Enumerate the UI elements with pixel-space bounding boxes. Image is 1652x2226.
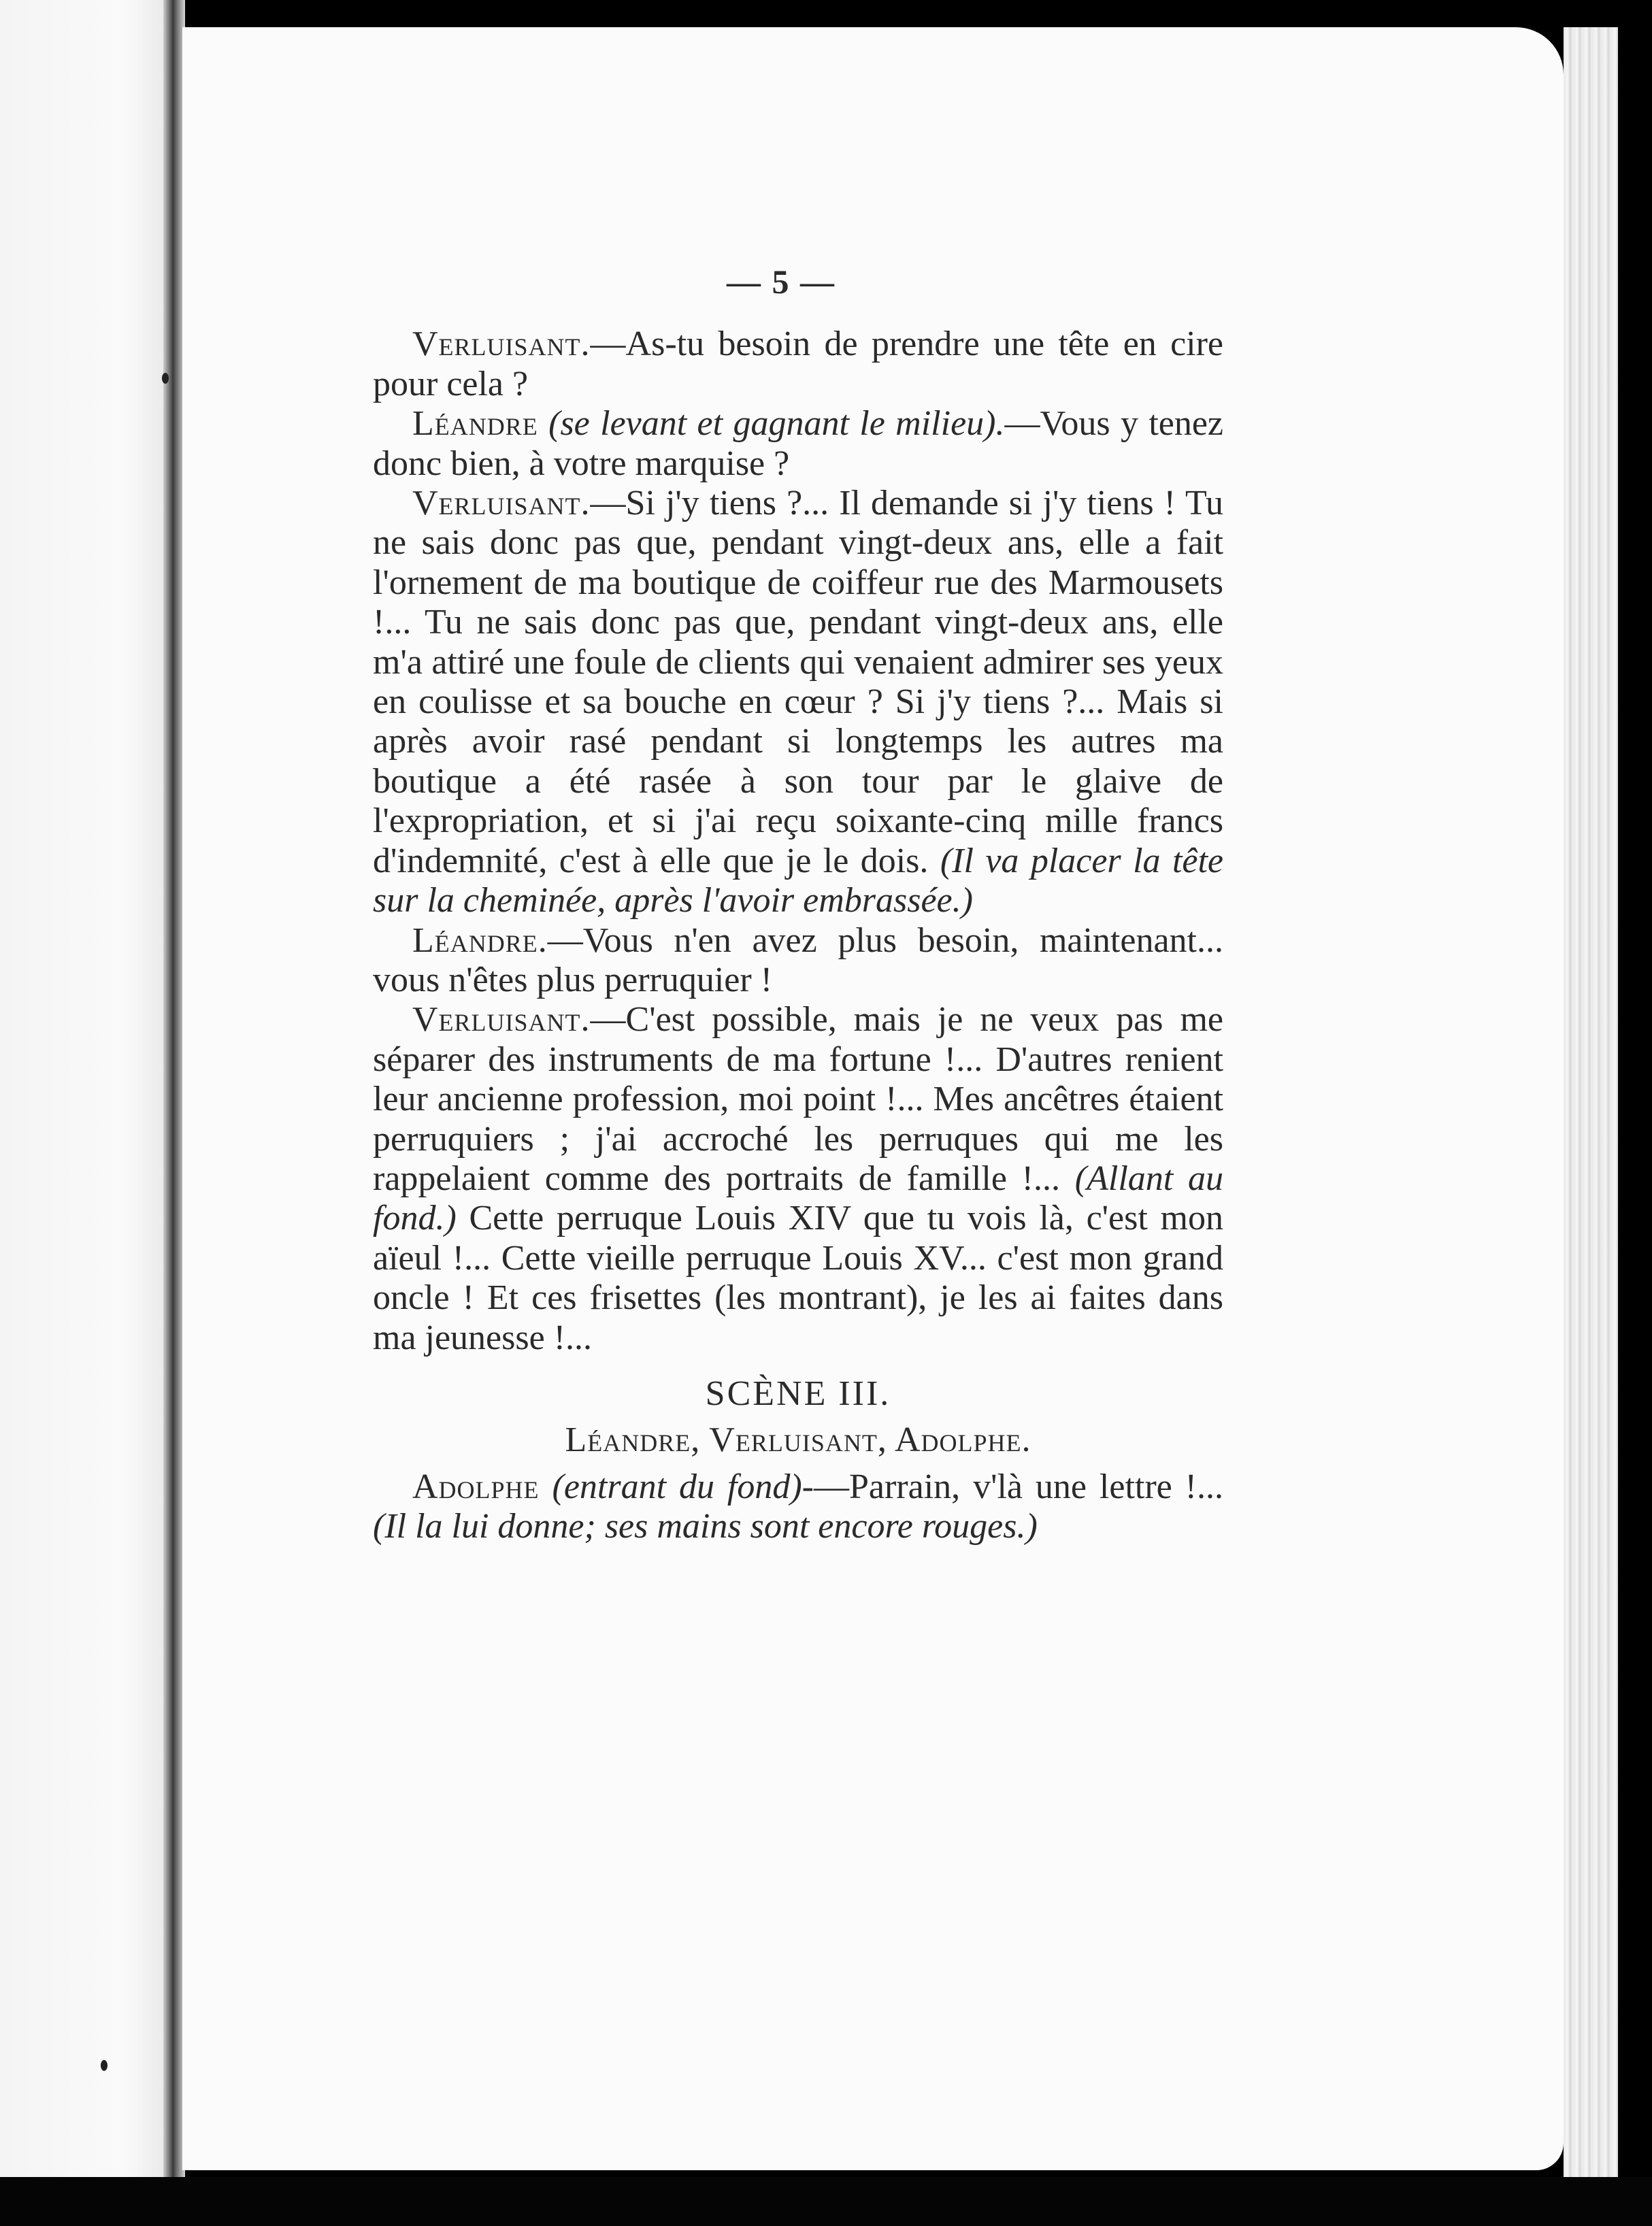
dialogue-text: —As-tu besoin de prendre une tête en cire pour cela ?	[373, 325, 1223, 403]
speaker-name: Adolphe	[412, 1467, 540, 1506]
dialogue-text: —Vous y tenez donc bien, à votre marquise ?	[373, 404, 1224, 483]
speaker-name: Verluisant.	[412, 325, 591, 364]
speaker-name: Verluisant.	[412, 1000, 591, 1040]
dialogue-paragraph	[373, 404, 1223, 484]
page-number: — 5 —	[727, 263, 836, 301]
scene-heading: SCÈNE III.	[705, 1374, 891, 1413]
dialogue-paragraph	[373, 325, 1223, 404]
scan-border	[0, 2177, 1652, 2226]
dialogue-text: —Vous n'en avez plus besoin, maintenant... vous n'êtes plus perruquier !	[373, 920, 1223, 999]
dialogue-paragraph	[373, 1467, 1223, 1547]
speaker-name: Verluisant.	[412, 484, 591, 523]
dialogue-text: —Si j'y tiens ?... Il demande si j'y tiens ! Tu ne sais donc pas que, pendant vingt-deux ans, elle a fait l'ornement de ma boutique de coiffeur rue des Marmousets !... Tu ne sais donc pas que, pendant vingt-deux ans, elle m'a attiré une foule de clients qui venaient admirer ses yeux en coulisse et sa bouche en cœur ? Si j'y tiens ?... Mais si après avoir rasé pendant si longtemps les autres ma boutique a été rasée à son tour par le glaive de l'expropriation, et si j'ai reçu soixante-cinq mille francs d'indemnité, c'est à elle que je le dois.	[373, 484, 1223, 880]
dialogue-paragraph	[373, 1000, 1223, 1358]
left-page-margin	[0, 0, 178, 2177]
ink-speck	[101, 2060, 108, 2071]
stage-direction: (Il va placer la tête sur la cheminée, après l'avoir embrassée.)	[373, 841, 1223, 920]
dialogue-text: -—Parrain, v'là une lettre !...	[802, 1467, 1224, 1506]
dialogue-paragraph	[373, 484, 1223, 920]
stage-direction: (entrant du fond)	[552, 1467, 802, 1506]
dialogue-text: —C'est possible, mais je ne veux pas me séparer des instruments de ma fortune !... D'autres renient leur ancienne profession, moi point !... Mes ancêtres étaient perruquiers ; j'ai accroché les perruques qui me les rappelaient comme des portraits de famille !...	[373, 1000, 1223, 1198]
stage-direction: (se levant et gagnant le milieu).	[548, 404, 1005, 444]
page-text	[373, 262, 1223, 1547]
dialogue-paragraph	[373, 921, 1223, 1001]
scene-cast: Léandre, Verluisant, Adolphe.	[565, 1421, 1031, 1460]
page-edges	[1564, 27, 1618, 2177]
ink-speck	[162, 373, 169, 384]
speaker-name: Léandre.	[412, 920, 548, 960]
speaker-name: Léandre	[412, 404, 538, 444]
stage-direction: (Allant au fond.)	[373, 1159, 1224, 1238]
stage-direction: (Il la lui donne; ses mains sont encore rouges.)	[373, 1507, 1038, 1546]
dialogue-text: Cette perruque Louis XIV que tu vois là, c'est mon aïeul !... Cette vieille perruque Louis XV... c'est mon grand oncle ! Et ces frisettes (les montrant), je les ai faites dans ma jeunesse !...	[373, 1199, 1223, 1357]
